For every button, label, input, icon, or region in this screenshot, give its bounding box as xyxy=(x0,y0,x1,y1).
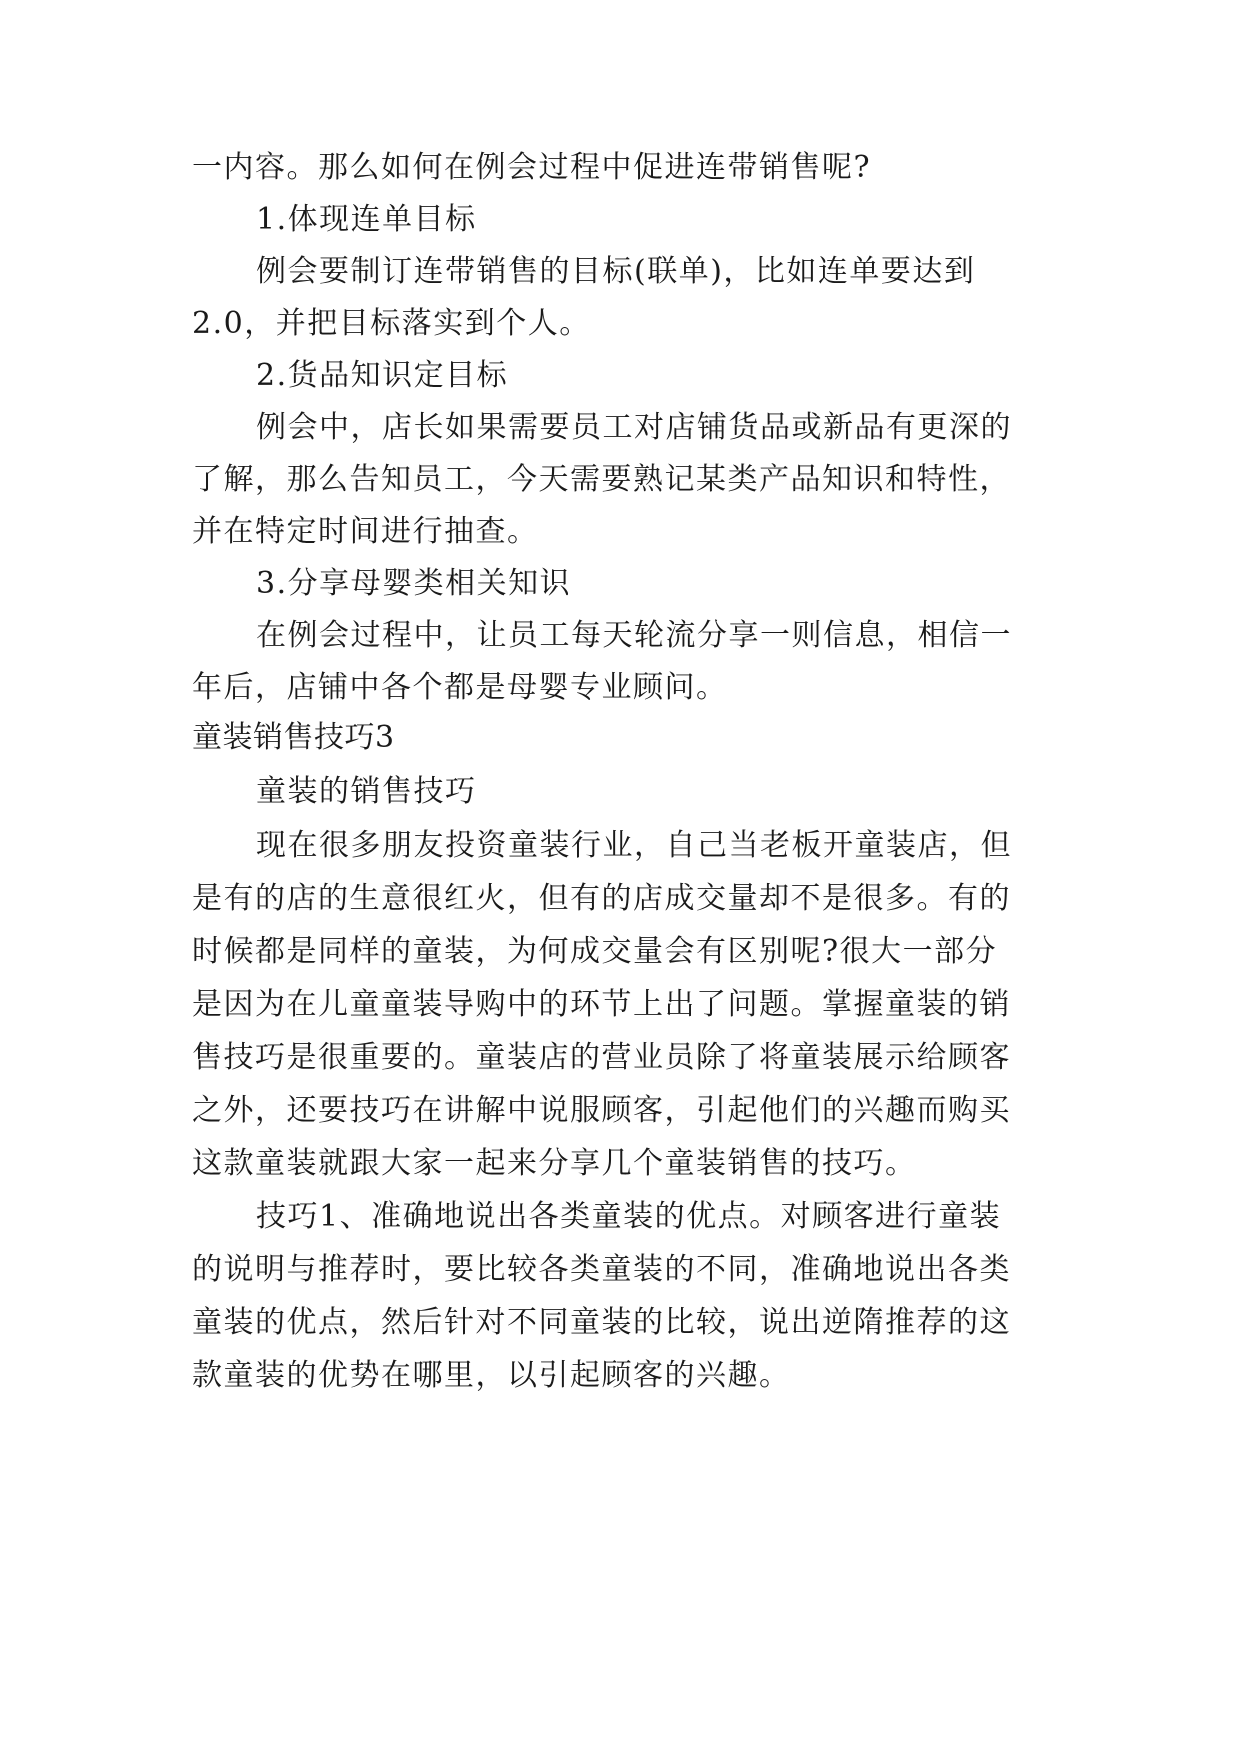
paragraph-line: 在例会过程中，让员工每天轮流分享一则信息，相信一 xyxy=(256,618,1012,653)
paragraph-line: 之外，还要技巧在讲解中说服顾客，引起他们的兴趣而购买 xyxy=(192,1093,1011,1128)
paragraph-line: 的说明与推荐时，要比较各类童装的不同，准确地说出各类 xyxy=(192,1252,1011,1287)
paragraph-line: 是因为在儿童童装导购中的环节上出了问题。掌握童装的销 xyxy=(192,987,1011,1022)
section-heading: 1.体现连单目标 xyxy=(256,202,477,237)
paragraph-line: 这款童装就跟大家一起来分享几个童装销售的技巧。 xyxy=(192,1146,917,1181)
paragraph-line: 例会中，店长如果需要员工对店铺货品或新品有更深的 xyxy=(256,410,1012,445)
paragraph-line: 是有的店的生意很红火，但有的店成交量却不是很多。有的 xyxy=(192,881,1011,916)
paragraph-line: 时候都是同样的童装，为何成交量会有区别呢?很大一部分 xyxy=(192,934,998,969)
paragraph-line: 现在很多朋友投资童装行业，自己当老板开童装店，但 xyxy=(256,828,1012,863)
section-heading: 2.货品知识定目标 xyxy=(256,358,509,393)
paragraph-line: 了解，那么告知员工，今天需要熟记某类产品知识和特性， xyxy=(192,462,1011,497)
paragraph-line: 款童装的优势在哪里，以引起顾客的兴趣。 xyxy=(192,1358,791,1393)
paragraph-line: 售技巧是很重要的。童装店的营业员除了将童装展示给顾客 xyxy=(192,1040,1011,1075)
paragraph-line: 技巧1、准确地说出各类童装的优点。对顾客进行童装 xyxy=(256,1199,1002,1234)
article-title: 童装销售技巧3 xyxy=(192,720,395,755)
paragraph-line: 2.0，并把目标落实到个人。 xyxy=(192,306,591,341)
section-heading: 童装的销售技巧 xyxy=(256,774,477,809)
paragraph-line: 并在特定时间进行抽查。 xyxy=(192,514,539,549)
paragraph-line: 童装的优点，然后针对不同童装的比较，说出逆隋推荐的这 xyxy=(192,1305,1011,1340)
paragraph-line: 一内容。那么如何在例会过程中促进连带销售呢? xyxy=(192,150,872,185)
section-heading: 3.分享母婴类相关知识 xyxy=(256,566,572,601)
paragraph-line: 例会要制订连带销售的目标(联单)，比如连单要达到 xyxy=(256,254,976,289)
paragraph-line: 年后，店铺中各个都是母婴专业顾问。 xyxy=(192,670,728,705)
